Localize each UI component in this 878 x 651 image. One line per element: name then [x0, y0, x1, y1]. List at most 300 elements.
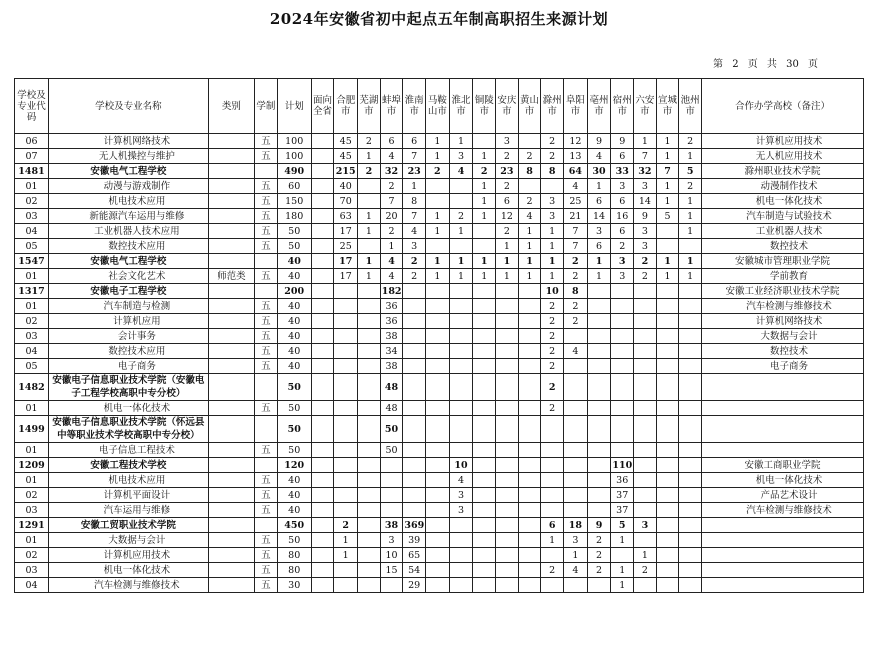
city-count-cell: 2	[564, 299, 588, 314]
city-count-cell	[449, 518, 473, 533]
coop-cell	[702, 443, 864, 458]
plan-cell: 50	[277, 533, 311, 548]
system-cell	[255, 374, 278, 401]
city-count-cell	[449, 374, 473, 401]
city-count-cell	[311, 329, 334, 344]
category-cell	[208, 401, 254, 416]
city-count-cell	[449, 563, 473, 578]
city-count-cell: 1	[473, 149, 496, 164]
city-count-cell: 1	[358, 269, 381, 284]
city-count-cell	[634, 443, 657, 458]
city-count-cell	[496, 533, 519, 548]
city-count-cell: 1	[334, 548, 358, 563]
city-count-cell: 2	[334, 518, 358, 533]
city-count-cell	[426, 359, 450, 374]
city-count-cell: 34	[380, 344, 403, 359]
city-count-cell: 12	[564, 134, 588, 149]
header-plan: 计划	[277, 79, 311, 134]
city-count-cell	[634, 344, 657, 359]
city-count-cell	[403, 488, 426, 503]
city-count-cell: 54	[403, 563, 426, 578]
system-cell: 五	[255, 359, 278, 374]
city-count-cell: 48	[380, 401, 403, 416]
major-name-cell: 汽车运用与维修	[49, 503, 209, 518]
city-count-cell: 3	[611, 179, 634, 194]
code-cell: 06	[15, 134, 49, 149]
city-count-cell: 1	[380, 239, 403, 254]
city-count-cell: 2	[496, 149, 519, 164]
header-city: 亳州市	[587, 79, 611, 134]
city-count-cell	[611, 329, 634, 344]
header-city: 铜陵市	[473, 79, 496, 134]
city-count-cell: 65	[403, 548, 426, 563]
city-count-cell: 2	[564, 269, 588, 284]
city-count-cell: 63	[334, 209, 358, 224]
city-count-cell	[358, 443, 381, 458]
system-cell: 五	[255, 134, 278, 149]
city-count-cell	[449, 284, 473, 299]
city-count-cell	[634, 299, 657, 314]
city-count-cell: 37	[611, 503, 634, 518]
plan-cell: 80	[277, 563, 311, 578]
system-cell	[255, 284, 278, 299]
city-count-cell: 1	[541, 254, 564, 269]
city-count-cell: 39	[403, 533, 426, 548]
city-count-cell	[564, 359, 588, 374]
city-count-cell	[426, 284, 450, 299]
city-count-cell: 2	[358, 164, 381, 179]
city-count-cell: 215	[335, 165, 356, 177]
city-count-cell	[518, 578, 541, 593]
city-count-cell	[473, 458, 496, 473]
header-code: 学校及专业代码	[15, 79, 49, 134]
city-count-cell: 1	[611, 533, 634, 548]
document-title: 2024年安徽省初中起点五年制高职招生来源计划	[269, 10, 609, 28]
city-count-cell: 9	[634, 209, 657, 224]
city-count-cell	[334, 488, 358, 503]
city-count-cell	[611, 314, 634, 329]
city-count-cell	[611, 374, 634, 401]
major-row	[15, 473, 864, 488]
major-row	[15, 344, 864, 359]
code-cell: 01	[15, 299, 49, 314]
category-cell	[208, 149, 254, 164]
city-count-cell	[311, 443, 334, 458]
category-cell	[208, 563, 254, 578]
city-count-cell: 3	[634, 179, 657, 194]
city-count-cell: 30	[587, 164, 611, 179]
city-count-cell	[426, 416, 450, 443]
city-count-cell	[311, 299, 334, 314]
plan-cell: 40	[277, 473, 311, 488]
school-name-cell: 安徽电子信息职业技术学院（怀远县中等职业技术学校高职中专分校）	[49, 416, 209, 443]
city-count-cell	[679, 518, 702, 533]
code-cell: 03	[15, 563, 49, 578]
city-count-cell	[311, 224, 334, 239]
city-count-cell: 4	[403, 224, 426, 239]
city-count-cell: 7	[634, 149, 657, 164]
city-count-cell: 16	[611, 209, 634, 224]
category-cell	[208, 416, 254, 443]
plan-cell: 100	[277, 149, 311, 164]
city-count-cell	[449, 239, 473, 254]
city-count-cell: 1	[656, 149, 679, 164]
city-count-cell	[449, 533, 473, 548]
plan-cell: 50	[277, 443, 311, 458]
city-count-cell	[587, 473, 611, 488]
city-count-cell	[473, 284, 496, 299]
city-count-cell	[403, 299, 426, 314]
city-count-cell	[587, 314, 611, 329]
city-count-cell: 4	[380, 269, 403, 284]
system-cell: 五	[255, 299, 278, 314]
city-count-cell	[634, 284, 657, 299]
city-count-cell	[656, 443, 679, 458]
school-name-cell: 安徽电子工程学校	[49, 284, 209, 299]
city-count-cell	[679, 488, 702, 503]
city-count-cell: 1	[334, 533, 358, 548]
city-count-cell: 14	[587, 209, 611, 224]
category-cell	[208, 134, 254, 149]
city-count-cell	[634, 578, 657, 593]
coop-cell: 机电一体化技术	[702, 194, 864, 209]
city-count-cell: 2	[496, 179, 519, 194]
city-count-cell	[496, 314, 519, 329]
city-count-cell	[587, 488, 611, 503]
city-count-cell	[656, 488, 679, 503]
city-count-cell	[426, 533, 450, 548]
school-row	[15, 284, 864, 299]
city-count-cell: 1	[449, 254, 473, 269]
city-count-cell: 2	[541, 563, 564, 578]
city-count-cell: 2	[587, 563, 611, 578]
major-name-cell: 计算机应用技术	[49, 548, 209, 563]
city-count-cell	[564, 473, 588, 488]
city-count-cell	[518, 533, 541, 548]
code-cell: 05	[15, 359, 49, 374]
city-count-cell: 1	[587, 254, 611, 269]
city-count-cell: 3	[611, 254, 634, 269]
city-count-cell	[426, 179, 450, 194]
system-cell: 五	[255, 533, 278, 548]
major-row	[15, 299, 864, 314]
city-count-cell: 1	[679, 269, 702, 284]
major-name-cell: 动漫与游戏制作	[49, 179, 209, 194]
city-count-cell: 1	[426, 149, 450, 164]
major-name-cell: 机电一体化技术	[49, 401, 209, 416]
city-count-cell	[380, 473, 403, 488]
category-cell	[208, 164, 254, 179]
city-count-cell	[564, 503, 588, 518]
city-count-cell: 2	[449, 209, 473, 224]
city-count-cell	[679, 314, 702, 329]
city-count-cell	[449, 443, 473, 458]
city-count-cell	[496, 563, 519, 578]
system-cell: 五	[255, 503, 278, 518]
city-count-cell	[496, 401, 519, 416]
city-count-cell	[611, 359, 634, 374]
city-count-cell	[473, 488, 496, 503]
city-count-cell	[518, 359, 541, 374]
city-count-cell: 6	[587, 194, 611, 209]
city-count-cell	[358, 344, 381, 359]
city-count-cell	[334, 284, 358, 299]
city-count-cell	[311, 314, 334, 329]
city-count-cell	[358, 473, 381, 488]
city-count-cell: 38	[380, 518, 403, 533]
major-name-cell: 机电技术应用	[49, 194, 209, 209]
school-name-cell: 安徽电气工程学校	[49, 164, 209, 179]
city-count-cell: 2	[541, 401, 564, 416]
category-cell	[208, 518, 254, 533]
coop-cell: 工业机器人技术	[702, 224, 864, 239]
city-count-cell: 2	[541, 299, 564, 314]
major-name-cell: 机电技术应用	[49, 473, 209, 488]
city-count-cell	[311, 194, 334, 209]
city-count-cell	[656, 473, 679, 488]
city-count-cell	[679, 533, 702, 548]
city-count-cell	[473, 299, 496, 314]
city-count-cell	[473, 224, 496, 239]
city-count-cell: 70	[334, 194, 358, 209]
city-count-cell: 3	[449, 503, 473, 518]
city-count-cell	[518, 503, 541, 518]
city-count-cell: 8	[403, 194, 426, 209]
city-count-cell	[656, 374, 679, 401]
city-count-cell: 5	[656, 209, 679, 224]
category-cell: 师范类	[208, 269, 254, 284]
major-name-cell: 工业机器人技术应用	[49, 224, 209, 239]
city-count-cell	[634, 488, 657, 503]
major-row	[15, 149, 864, 164]
city-count-cell	[496, 458, 519, 473]
city-count-cell	[426, 374, 450, 401]
city-count-cell: 3	[634, 518, 657, 533]
system-cell: 五	[255, 179, 278, 194]
city-count-cell	[587, 359, 611, 374]
city-count-cell	[679, 344, 702, 359]
category-cell	[208, 254, 254, 269]
coop-cell	[702, 374, 864, 401]
city-count-cell: 2	[634, 269, 657, 284]
school-row	[15, 458, 864, 473]
city-count-cell	[426, 329, 450, 344]
city-count-cell	[679, 416, 702, 443]
city-count-cell: 1	[564, 548, 588, 563]
city-count-cell: 2	[518, 149, 541, 164]
city-count-cell	[541, 548, 564, 563]
system-cell: 五	[255, 239, 278, 254]
city-count-cell: 369	[404, 519, 425, 531]
city-count-cell: 8	[564, 284, 588, 299]
school-row	[15, 518, 864, 533]
city-count-cell: 2	[380, 179, 403, 194]
code-cell: 1499	[15, 416, 49, 443]
city-count-cell: 10	[541, 284, 564, 299]
city-count-cell	[473, 503, 496, 518]
city-count-cell	[564, 578, 588, 593]
header-system: 学制	[255, 79, 278, 134]
city-count-cell	[587, 374, 611, 401]
header-city: 芜湖市	[358, 79, 381, 134]
city-count-cell	[380, 503, 403, 518]
city-count-cell: 36	[611, 473, 634, 488]
city-count-cell: 1	[496, 269, 519, 284]
plan-cell: 450	[277, 518, 311, 533]
city-count-cell	[358, 533, 381, 548]
city-count-cell: 6	[587, 239, 611, 254]
city-count-cell	[564, 329, 588, 344]
major-row	[15, 239, 864, 254]
city-count-cell	[311, 503, 334, 518]
system-cell	[255, 164, 278, 179]
city-count-cell: 1	[403, 179, 426, 194]
city-count-cell	[358, 503, 381, 518]
code-cell: 07	[15, 149, 49, 164]
city-count-cell	[518, 134, 541, 149]
city-count-cell: 4	[449, 473, 473, 488]
code-cell: 1482	[15, 374, 49, 401]
city-count-cell	[334, 374, 358, 401]
code-cell: 02	[15, 548, 49, 563]
city-count-cell	[426, 503, 450, 518]
school-row	[15, 416, 864, 443]
category-cell	[208, 473, 254, 488]
city-count-cell	[679, 458, 702, 473]
city-count-cell	[449, 314, 473, 329]
city-count-cell: 32	[634, 164, 657, 179]
major-row	[15, 134, 864, 149]
city-count-cell	[679, 329, 702, 344]
city-count-cell: 1	[473, 194, 496, 209]
school-name-cell: 安徽工程技术学校	[49, 458, 209, 473]
header-city: 面向全省	[311, 79, 334, 134]
city-count-cell	[679, 359, 702, 374]
city-count-cell	[403, 401, 426, 416]
page-info: 第 2 页 共 30 页	[713, 59, 818, 70]
city-count-cell	[311, 518, 334, 533]
major-name-cell: 机电一体化技术	[49, 563, 209, 578]
city-count-cell	[311, 401, 334, 416]
city-count-cell: 3	[496, 134, 519, 149]
city-count-cell	[587, 443, 611, 458]
city-count-cell	[473, 548, 496, 563]
city-count-cell	[496, 329, 519, 344]
category-cell	[208, 533, 254, 548]
system-cell	[255, 458, 278, 473]
city-count-cell	[496, 578, 519, 593]
city-count-cell	[518, 488, 541, 503]
city-count-cell	[473, 344, 496, 359]
system-cell: 五	[255, 224, 278, 239]
header-city: 淮北市	[449, 79, 473, 134]
city-count-cell: 2	[541, 359, 564, 374]
city-count-cell	[334, 503, 358, 518]
city-count-cell	[679, 503, 702, 518]
city-count-cell	[358, 401, 381, 416]
city-count-cell	[358, 359, 381, 374]
major-row	[15, 548, 864, 563]
major-name-cell: 计算机平面设计	[49, 488, 209, 503]
city-count-cell	[403, 344, 426, 359]
plan-cell: 40	[277, 503, 311, 518]
city-count-cell	[587, 458, 611, 473]
major-row	[15, 503, 864, 518]
city-count-cell	[358, 284, 381, 299]
enrollment-plan-table	[14, 78, 864, 593]
city-count-cell: 2	[541, 149, 564, 164]
city-count-cell	[426, 344, 450, 359]
header-city: 池州市	[679, 79, 702, 134]
city-count-cell: 1	[449, 134, 473, 149]
city-count-cell: 1	[518, 269, 541, 284]
city-count-cell	[611, 443, 634, 458]
plan-cell: 80	[277, 548, 311, 563]
city-count-cell: 1	[679, 224, 702, 239]
city-count-cell	[564, 488, 588, 503]
plan-cell: 40	[277, 254, 311, 269]
city-count-cell	[334, 416, 358, 443]
city-count-cell: 1	[679, 149, 702, 164]
city-count-cell: 21	[564, 209, 588, 224]
system-cell: 五	[255, 443, 278, 458]
code-cell: 03	[15, 209, 49, 224]
city-count-cell	[426, 443, 450, 458]
system-cell: 五	[255, 344, 278, 359]
city-count-cell	[380, 458, 403, 473]
city-count-cell	[358, 578, 381, 593]
major-name-cell: 会计事务	[49, 329, 209, 344]
school-row	[15, 374, 864, 401]
major-name-cell: 数控技术应用	[49, 239, 209, 254]
city-count-cell: 10	[380, 548, 403, 563]
city-count-cell: 1	[473, 269, 496, 284]
system-cell: 五	[255, 314, 278, 329]
city-count-cell: 6	[611, 194, 634, 209]
city-count-cell	[473, 563, 496, 578]
city-count-cell: 1	[679, 209, 702, 224]
city-count-cell	[403, 284, 426, 299]
city-count-cell	[403, 416, 426, 443]
city-count-cell	[656, 284, 679, 299]
city-count-cell: 1	[541, 533, 564, 548]
city-count-cell	[358, 458, 381, 473]
city-count-cell	[449, 344, 473, 359]
city-count-cell: 23	[403, 164, 426, 179]
city-count-cell	[656, 563, 679, 578]
city-count-cell	[311, 179, 334, 194]
city-count-cell	[311, 134, 334, 149]
city-count-cell: 25	[334, 239, 358, 254]
city-count-cell: 1	[587, 179, 611, 194]
city-count-cell	[518, 518, 541, 533]
coop-cell: 产品艺术设计	[702, 488, 864, 503]
city-count-cell	[334, 473, 358, 488]
city-count-cell: 1	[426, 134, 450, 149]
city-count-cell	[656, 503, 679, 518]
plan-cell: 50	[277, 416, 311, 443]
city-count-cell: 45	[334, 149, 358, 164]
city-count-cell	[611, 284, 634, 299]
plan-cell: 40	[277, 314, 311, 329]
city-count-cell	[403, 329, 426, 344]
city-count-cell	[634, 401, 657, 416]
city-count-cell: 38	[380, 329, 403, 344]
city-count-cell: 48	[380, 374, 403, 401]
city-count-cell: 9	[587, 134, 611, 149]
school-row	[15, 164, 864, 179]
category-cell	[208, 209, 254, 224]
